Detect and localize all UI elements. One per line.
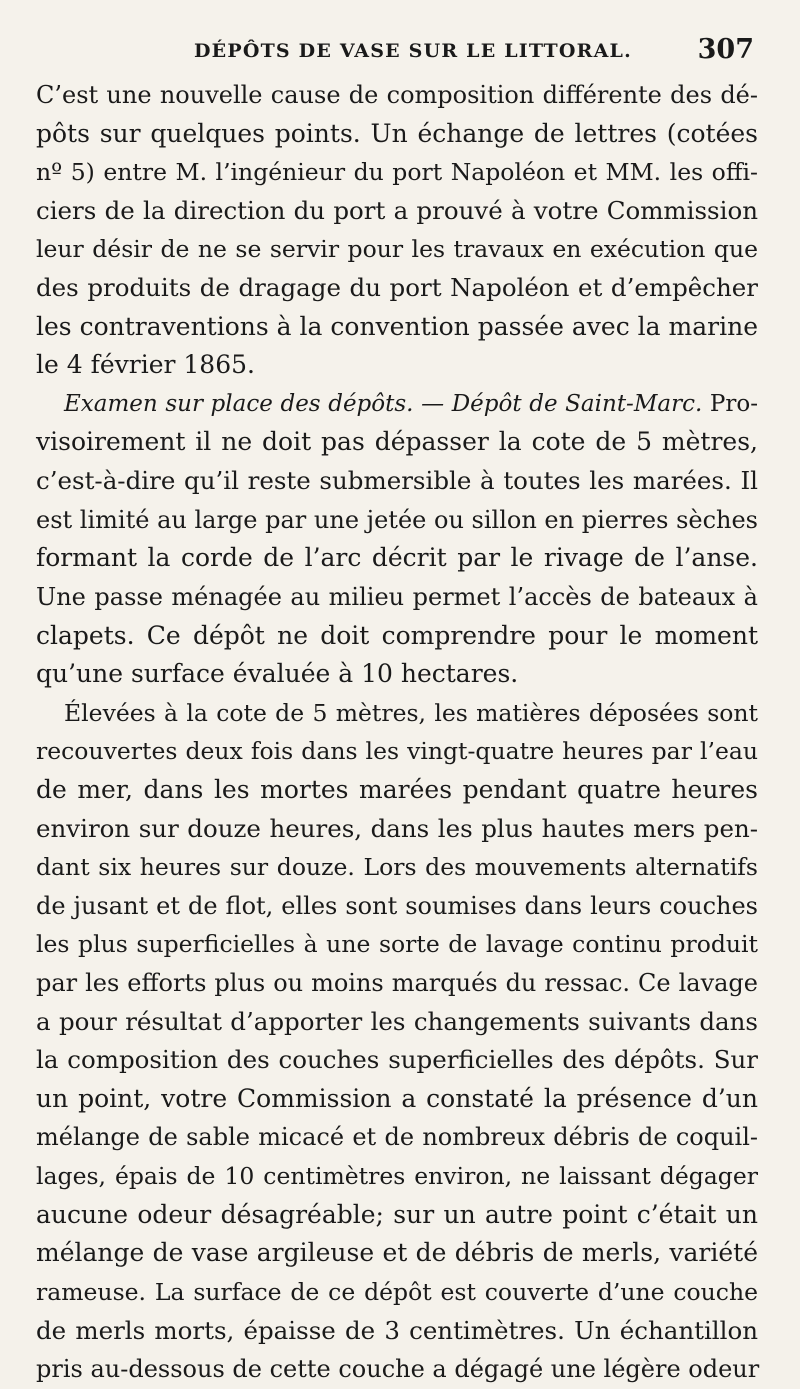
text-line: les contraventions à la convention passée avec la marine — [36, 311, 758, 341]
text-line: de jusant et de flot, elles sont soumises dans leurs couches — [36, 891, 758, 920]
section-heading-line — [36, 385, 758, 424]
body-text — [36, 76, 758, 1389]
text-line: ciers de la direction du port a prouvé à votre Commission — [36, 195, 758, 225]
text-line: un point, votre Commission a constaté la présence d’un — [36, 1083, 758, 1113]
text-line: formant la corde de l’arc décrit par le rivage de l’anse. — [36, 543, 758, 573]
page-number: 307 — [697, 34, 754, 65]
text-line: le 4 février 1865. — [36, 350, 255, 380]
text-line: la composition des couches superficielles des dépôts. Sur — [36, 1045, 758, 1075]
text-line: mélange de sable micacé et de nombreux débris de coquil- — [36, 1123, 758, 1152]
text-line: C’est une nouvelle cause de composition différente des dé- — [36, 81, 758, 109]
text-line: leur désir de ne se servir pour les travaux en exécution que — [36, 235, 758, 264]
text-line: mélange de vase argileuse et de débris de merls, variété — [36, 1238, 758, 1268]
text-line: aucune odeur désagréable; sur un autre point c’était un — [36, 1199, 758, 1229]
text-line: recouvertes deux fois dans les vingt-quatre heures par l’eau — [36, 737, 758, 766]
text-line: nº 5) entre M. l’ingénieur du port Napoléon et MM. les offi- — [36, 158, 758, 187]
text-line: clapets. Ce dépôt ne doit comprendre pour le moment — [36, 620, 758, 650]
text-line: visoirement il ne doit pas dépasser la cote de 5 mètres, — [36, 427, 758, 457]
text-line: lages, épais de 10 centimètres environ, ne laissant dégager — [36, 1162, 758, 1191]
text-line: rameuse. La surface de ce dépôt est couverte d’une couche — [36, 1277, 758, 1306]
text-line: a pour résultat d’apporter les changements suivants dans — [36, 1006, 758, 1036]
text-line: des produits de dragage du port Napoléon et d’empêcher — [36, 273, 758, 303]
text-line: qu’une surface évaluée à 10 hectares. — [36, 659, 519, 689]
section-heading: Examen sur place des dépôts. — Dépôt de Saint-Marc. — [64, 390, 703, 417]
text-line: c’est-à-dire qu’il reste submersible à toutes les marées. Il — [36, 466, 758, 496]
text-line: de mer, dans les mortes marées pendant quatre heures — [36, 774, 758, 804]
text-line: Une passe ménagée au milieu permet l’accès de bateaux à — [36, 582, 758, 611]
text-line: de merls morts, épaisse de 3 centimètres. Un échantillon — [36, 1315, 758, 1345]
heading-tail: Pro- — [709, 390, 758, 417]
text-line: les plus superficielles à une sorte de lavage continu produit — [36, 930, 758, 959]
text-line: par les efforts plus ou moins marqués du ressac. Ce lavage — [36, 969, 758, 998]
page-header — [62, 34, 760, 74]
text-line: Élevées à la cote de 5 mètres, les matières déposées sont — [64, 698, 758, 727]
running-title: DÉPÔTS DE VASE SUR LE LITTORAL. — [194, 40, 632, 62]
text-line: environ sur douze heures, dans les plus hautes mers pen- — [36, 813, 758, 843]
text-line: dant six heures sur douze. Lors des mouvements alternatifs — [36, 853, 758, 882]
text-line: est limité au large par une jetée ou sillon en pierres sèches — [36, 505, 758, 534]
text-line: pôts sur quelques points. Un échange de lettres (cotées — [36, 118, 758, 148]
text-line: pris au-dessous de cette couche a dégagé une légère odeur — [36, 1355, 760, 1384]
